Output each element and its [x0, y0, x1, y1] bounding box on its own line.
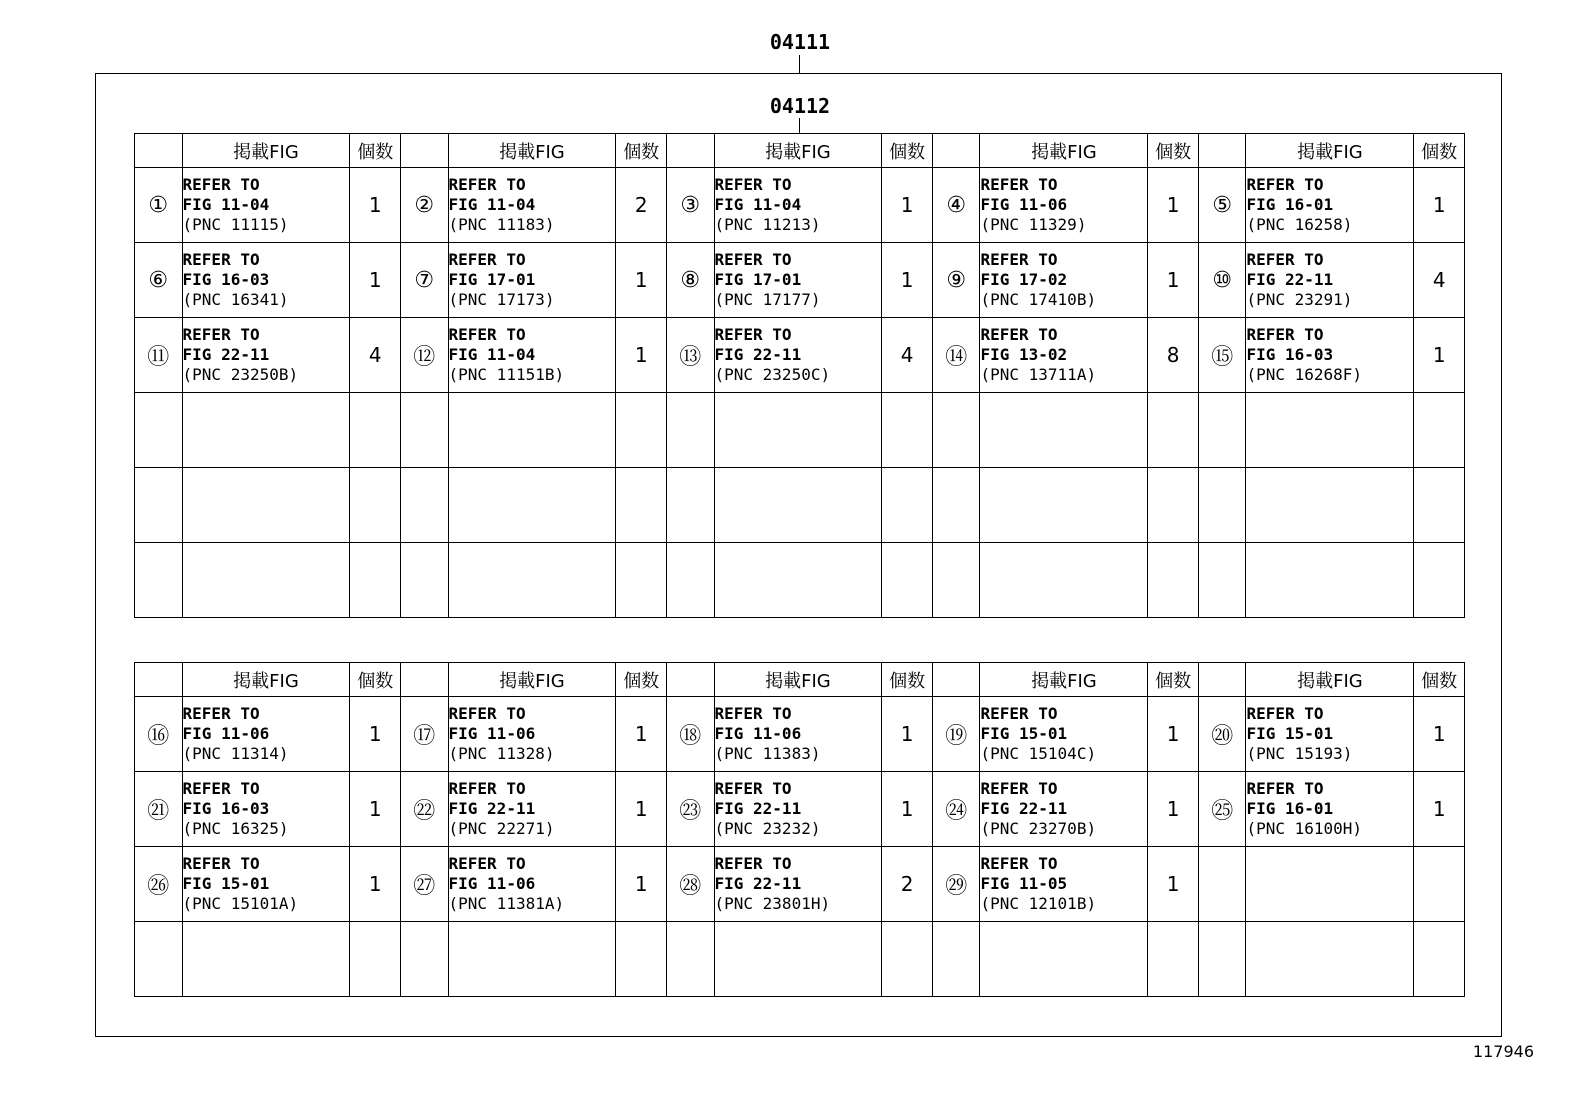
quantity	[350, 393, 401, 468]
reference-cell	[980, 543, 1148, 618]
header-ref: 掲載FIG	[714, 134, 882, 168]
reference-cell	[714, 847, 882, 922]
reference-line: (PNC 15104C)	[980, 744, 1097, 763]
reference-line: REFER TO	[448, 779, 526, 798]
reference-cell	[1246, 772, 1414, 847]
reference-line: (PNC 23232)	[714, 819, 821, 838]
table-row	[135, 393, 1465, 468]
header-row	[135, 663, 1465, 697]
reference-cell	[448, 468, 616, 543]
callout-number: ㉑	[135, 772, 183, 847]
callout-number: ㉘	[666, 847, 714, 922]
quantity: 1	[350, 772, 401, 847]
reference-cell	[182, 543, 350, 618]
callout-number: ⑥	[135, 243, 183, 318]
callout-number	[1198, 922, 1246, 997]
reference-line: FIG 22-11	[182, 345, 270, 364]
reference-line: REFER TO	[714, 175, 792, 194]
reference-line: REFER TO	[980, 854, 1058, 873]
callout-number: ⑩	[1198, 243, 1246, 318]
reference-cell	[980, 847, 1148, 922]
callout-number: ⑰	[400, 697, 448, 772]
quantity	[1148, 922, 1199, 997]
callout-number	[666, 393, 714, 468]
reference-line: (PNC 17177)	[714, 290, 821, 309]
quantity	[616, 922, 667, 997]
reference-line: (PNC 11381A)	[448, 894, 565, 913]
reference-cell	[182, 168, 350, 243]
callout-number: ⑧	[666, 243, 714, 318]
reference-line: (PNC 23250C)	[714, 365, 831, 384]
reference-line: FIG 16-01	[1246, 195, 1334, 214]
callout-number	[1198, 543, 1246, 618]
quantity: 1	[1148, 697, 1199, 772]
quantity: 1	[882, 168, 933, 243]
reference-line: (PNC 23250B)	[182, 365, 299, 384]
callout-number: ㉗	[400, 847, 448, 922]
quantity: 1	[1148, 243, 1199, 318]
header-ref: 掲載FIG	[182, 663, 350, 697]
quantity	[1148, 468, 1199, 543]
reference-cell	[980, 468, 1148, 543]
reference-line: FIG 16-03	[182, 270, 270, 289]
quantity: 1	[350, 847, 401, 922]
quantity	[882, 468, 933, 543]
quantity	[616, 543, 667, 618]
reference-line: (PNC 11383)	[714, 744, 821, 763]
callout-number: ⑬	[666, 318, 714, 393]
reference-cell	[714, 393, 882, 468]
quantity	[1414, 393, 1465, 468]
reference-cell	[182, 243, 350, 318]
callout-number	[400, 393, 448, 468]
quantity: 1	[882, 243, 933, 318]
callout-number	[932, 543, 980, 618]
reference-line: REFER TO	[182, 175, 260, 194]
quantity: 1	[350, 697, 401, 772]
reference-line: FIG 22-11	[980, 799, 1068, 818]
quantity	[1414, 468, 1465, 543]
callout-number: ⑤	[1198, 168, 1246, 243]
callout-number	[135, 543, 183, 618]
reference-cell	[448, 847, 616, 922]
quantity: 4	[882, 318, 933, 393]
header-blank	[135, 663, 183, 697]
callout-number	[135, 393, 183, 468]
callout-number: ⑦	[400, 243, 448, 318]
reference-cell	[448, 922, 616, 997]
quantity: 1	[1414, 168, 1465, 243]
reference-line: FIG 15-01	[182, 874, 270, 893]
reference-cell	[182, 922, 350, 997]
reference-line: REFER TO	[182, 250, 260, 269]
callout-number: ⑳	[1198, 697, 1246, 772]
callout-number: ⑫	[400, 318, 448, 393]
quantity: 1	[1414, 318, 1465, 393]
reference-line: REFER TO	[1246, 779, 1324, 798]
reference-cell	[1246, 847, 1414, 922]
parts-table-1	[134, 133, 1465, 618]
reference-line: REFER TO	[182, 704, 260, 723]
callout-number: ①	[135, 168, 183, 243]
header-blank	[135, 134, 183, 168]
reference-line: FIG 11-04	[448, 195, 536, 214]
reference-line: REFER TO	[448, 250, 526, 269]
header-ref: 掲載FIG	[980, 663, 1148, 697]
table-row	[135, 243, 1465, 318]
quantity: 4	[350, 318, 401, 393]
callout-number: ⑮	[1198, 318, 1246, 393]
reference-cell	[448, 168, 616, 243]
reference-line: REFER TO	[714, 704, 792, 723]
quantity	[350, 922, 401, 997]
inner-assembly-label: 04112	[769, 94, 831, 118]
reference-cell	[980, 697, 1148, 772]
reference-line: REFER TO	[980, 325, 1058, 344]
table-row	[135, 772, 1465, 847]
reference-line: FIG 15-01	[1246, 724, 1334, 743]
reference-line: REFER TO	[1246, 175, 1324, 194]
callout-number	[1198, 393, 1246, 468]
reference-line: (PNC 11213)	[714, 215, 821, 234]
quantity: 1	[1414, 772, 1465, 847]
table-row	[135, 543, 1465, 618]
header-ref: 掲載FIG	[448, 663, 616, 697]
reference-line: REFER TO	[448, 175, 526, 194]
reference-line: (PNC 11314)	[182, 744, 289, 763]
outer-leader-line	[799, 55, 800, 74]
callout-number: ⑲	[932, 697, 980, 772]
reference-cell	[182, 318, 350, 393]
callout-number: ⑱	[666, 697, 714, 772]
reference-cell	[1246, 243, 1414, 318]
reference-line: (PNC 16258)	[1246, 215, 1353, 234]
reference-cell	[980, 243, 1148, 318]
header-blank	[666, 663, 714, 697]
reference-line: REFER TO	[1246, 325, 1324, 344]
reference-cell	[714, 697, 882, 772]
reference-line: FIG 16-03	[1246, 345, 1334, 364]
outer-assembly-label: 04111	[769, 30, 831, 54]
reference-line: REFER TO	[182, 854, 260, 873]
quantity: 1	[350, 168, 401, 243]
reference-line: (PNC 15101A)	[182, 894, 299, 913]
reference-line: FIG 11-04	[182, 195, 270, 214]
reference-line: REFER TO	[1246, 704, 1324, 723]
quantity	[1414, 922, 1465, 997]
header-qty: 個数	[350, 663, 401, 697]
table-row	[135, 318, 1465, 393]
quantity	[1148, 393, 1199, 468]
reference-line: (PNC 16325)	[182, 819, 289, 838]
header-ref: 掲載FIG	[1246, 663, 1414, 697]
reference-cell	[714, 543, 882, 618]
reference-line: REFER TO	[714, 779, 792, 798]
header-qty: 個数	[350, 134, 401, 168]
reference-cell	[448, 772, 616, 847]
reference-cell	[714, 468, 882, 543]
callout-number: ㉓	[666, 772, 714, 847]
quantity: 1	[882, 772, 933, 847]
reference-line: (PNC 11115)	[182, 215, 289, 234]
callout-number	[1198, 847, 1246, 922]
quantity: 1	[1148, 168, 1199, 243]
callout-number: ③	[666, 168, 714, 243]
callout-number	[135, 468, 183, 543]
reference-cell	[448, 543, 616, 618]
reference-line: FIG 11-04	[714, 195, 802, 214]
table-row	[135, 847, 1465, 922]
reference-line: (PNC 11183)	[448, 215, 555, 234]
reference-cell	[182, 697, 350, 772]
quantity: 2	[616, 168, 667, 243]
header-qty: 個数	[882, 134, 933, 168]
quantity: 1	[616, 318, 667, 393]
reference-line: (PNC 13711A)	[980, 365, 1097, 384]
quantity: 1	[616, 772, 667, 847]
reference-cell	[980, 922, 1148, 997]
reference-line: FIG 11-05	[980, 874, 1068, 893]
header-ref: 掲載FIG	[980, 134, 1148, 168]
callout-number	[666, 922, 714, 997]
reference-line: (PNC 11329)	[980, 215, 1087, 234]
reference-cell	[1246, 468, 1414, 543]
header-ref: 掲載FIG	[714, 663, 882, 697]
reference-line: FIG 15-01	[980, 724, 1068, 743]
quantity	[1414, 543, 1465, 618]
reference-cell	[714, 922, 882, 997]
reference-line: (PNC 16341)	[182, 290, 289, 309]
quantity	[616, 468, 667, 543]
quantity: 1	[616, 697, 667, 772]
reference-line: FIG 17-01	[714, 270, 802, 289]
quantity: 1	[1148, 847, 1199, 922]
figure-id: 117946	[1472, 1042, 1534, 1061]
callout-number	[400, 543, 448, 618]
reference-line: REFER TO	[182, 779, 260, 798]
reference-line: FIG 22-11	[714, 799, 802, 818]
reference-cell	[448, 697, 616, 772]
callout-number	[932, 468, 980, 543]
reference-line: FIG 22-11	[714, 874, 802, 893]
reference-cell	[182, 393, 350, 468]
reference-line: (PNC 23801H)	[714, 894, 831, 913]
reference-cell	[714, 168, 882, 243]
reference-cell	[182, 468, 350, 543]
reference-line: REFER TO	[182, 325, 260, 344]
callout-number	[400, 468, 448, 543]
reference-line: REFER TO	[448, 704, 526, 723]
header-qty: 個数	[1414, 663, 1465, 697]
reference-line: FIG 11-06	[182, 724, 270, 743]
header-ref: 掲載FIG	[1246, 134, 1414, 168]
reference-cell	[980, 772, 1148, 847]
reference-line: FIG 22-11	[1246, 270, 1334, 289]
reference-cell	[182, 847, 350, 922]
quantity	[882, 922, 933, 997]
callout-number	[666, 468, 714, 543]
reference-line: REFER TO	[1246, 250, 1324, 269]
reference-line: (PNC 15193)	[1246, 744, 1353, 763]
reference-cell	[714, 318, 882, 393]
reference-cell	[980, 393, 1148, 468]
callout-number: ⑯	[135, 697, 183, 772]
callout-number: ⑭	[932, 318, 980, 393]
reference-line: REFER TO	[714, 325, 792, 344]
table-row	[135, 697, 1465, 772]
callout-number: ⑨	[932, 243, 980, 318]
header-qty: 個数	[1414, 134, 1465, 168]
reference-line: REFER TO	[714, 854, 792, 873]
header-blank	[932, 663, 980, 697]
reference-line: REFER TO	[980, 704, 1058, 723]
reference-line: FIG 17-01	[448, 270, 536, 289]
header-blank	[666, 134, 714, 168]
reference-cell	[714, 243, 882, 318]
reference-line: FIG 17-02	[980, 270, 1068, 289]
table-row	[135, 922, 1465, 997]
reference-cell	[1246, 543, 1414, 618]
reference-cell	[1246, 168, 1414, 243]
parts-table-2	[134, 662, 1465, 997]
header-blank	[400, 134, 448, 168]
reference-line: REFER TO	[448, 854, 526, 873]
header-blank	[1198, 663, 1246, 697]
reference-line: FIG 16-01	[1246, 799, 1334, 818]
callout-number	[1198, 468, 1246, 543]
header-blank	[400, 663, 448, 697]
reference-line: (PNC 11151B)	[448, 365, 565, 384]
reference-line: REFER TO	[714, 250, 792, 269]
reference-line: FIG 22-11	[714, 345, 802, 364]
header-ref: 掲載FIG	[448, 134, 616, 168]
reference-line: REFER TO	[448, 325, 526, 344]
callout-number	[400, 922, 448, 997]
reference-line: (PNC 23270B)	[980, 819, 1097, 838]
callout-number: ⑪	[135, 318, 183, 393]
quantity: 1	[1414, 697, 1465, 772]
callout-number: ㉕	[1198, 772, 1246, 847]
reference-line: FIG 11-04	[448, 345, 536, 364]
reference-line: REFER TO	[980, 175, 1058, 194]
reference-cell	[448, 243, 616, 318]
quantity: 4	[1414, 243, 1465, 318]
reference-cell	[448, 393, 616, 468]
reference-cell	[448, 318, 616, 393]
header-qty: 個数	[616, 134, 667, 168]
reference-line: FIG 11-06	[980, 195, 1068, 214]
header-qty: 個数	[882, 663, 933, 697]
reference-line: (PNC 17410B)	[980, 290, 1097, 309]
header-ref: 掲載FIG	[182, 134, 350, 168]
reference-line: FIG 11-06	[448, 874, 536, 893]
reference-line: (PNC 17173)	[448, 290, 555, 309]
reference-line: FIG 11-06	[448, 724, 536, 743]
table-row	[135, 168, 1465, 243]
callout-number	[666, 543, 714, 618]
reference-cell	[980, 168, 1148, 243]
callout-number: ㉒	[400, 772, 448, 847]
quantity	[616, 393, 667, 468]
callout-number	[135, 922, 183, 997]
callout-number: ④	[932, 168, 980, 243]
reference-line: FIG 22-11	[448, 799, 536, 818]
quantity: 1	[1148, 772, 1199, 847]
quantity	[1414, 847, 1465, 922]
reference-line: (PNC 12101B)	[980, 894, 1097, 913]
callout-number	[932, 922, 980, 997]
reference-line: (PNC 23291)	[1246, 290, 1353, 309]
callout-number	[932, 393, 980, 468]
reference-line: (PNC 22271)	[448, 819, 555, 838]
reference-line: REFER TO	[980, 250, 1058, 269]
quantity: 8	[1148, 318, 1199, 393]
quantity	[882, 393, 933, 468]
table-row	[135, 468, 1465, 543]
header-row	[135, 134, 1465, 168]
callout-number: ②	[400, 168, 448, 243]
quantity: 2	[882, 847, 933, 922]
quantity	[1148, 543, 1199, 618]
quantity: 1	[616, 243, 667, 318]
quantity: 1	[882, 697, 933, 772]
quantity	[350, 543, 401, 618]
reference-cell	[980, 318, 1148, 393]
reference-cell	[182, 772, 350, 847]
header-qty: 個数	[616, 663, 667, 697]
reference-cell	[1246, 318, 1414, 393]
quantity	[882, 543, 933, 618]
reference-cell	[714, 772, 882, 847]
reference-line: (PNC 11328)	[448, 744, 555, 763]
callout-number: ㉖	[135, 847, 183, 922]
callout-number: ㉔	[932, 772, 980, 847]
reference-cell	[1246, 922, 1414, 997]
reference-line: (PNC 16100H)	[1246, 819, 1363, 838]
inner-leader-line	[799, 118, 800, 133]
quantity: 1	[616, 847, 667, 922]
reference-line: FIG 16-03	[182, 799, 270, 818]
reference-cell	[1246, 697, 1414, 772]
reference-line: (PNC 16268F)	[1246, 365, 1363, 384]
header-blank	[932, 134, 980, 168]
reference-cell	[1246, 393, 1414, 468]
callout-number: ㉙	[932, 847, 980, 922]
header-qty: 個数	[1148, 134, 1199, 168]
header-qty: 個数	[1148, 663, 1199, 697]
reference-line: FIG 13-02	[980, 345, 1068, 364]
reference-line: REFER TO	[980, 779, 1058, 798]
reference-line: FIG 11-06	[714, 724, 802, 743]
quantity: 1	[350, 243, 401, 318]
quantity	[350, 468, 401, 543]
header-blank	[1198, 134, 1246, 168]
